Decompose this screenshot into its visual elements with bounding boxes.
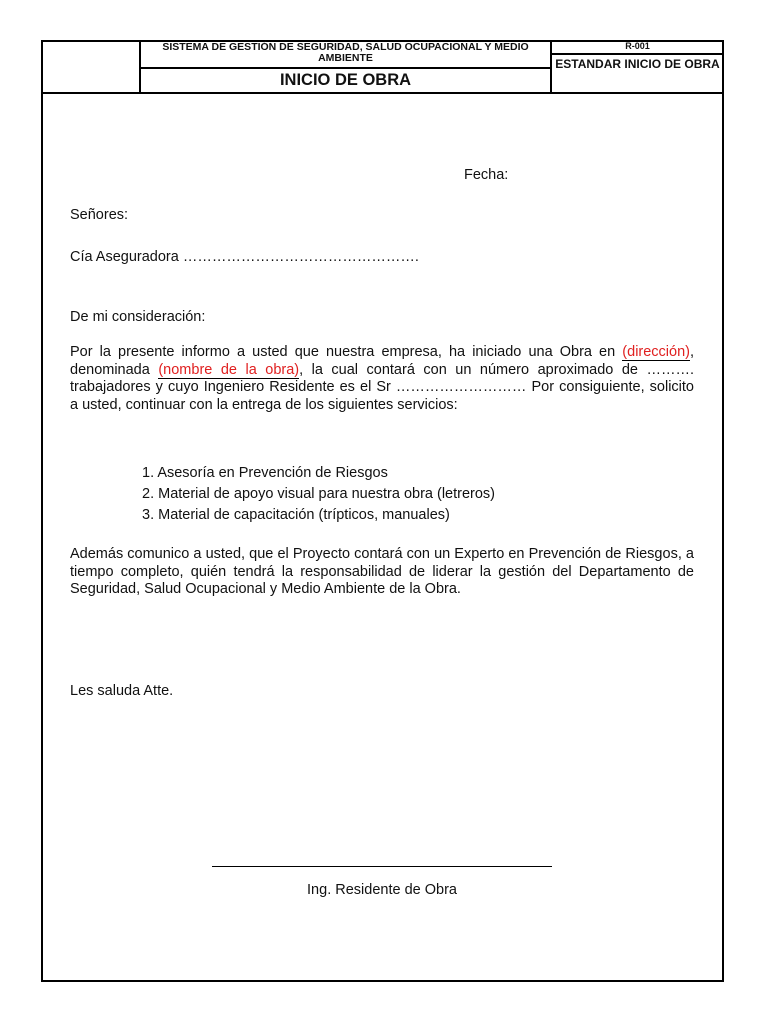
salutation: Señores:	[70, 207, 129, 223]
system-title: SISTEMA DE GESTIÓN DE SEGURIDAD, SALUD OCUPACIONAL Y MEDIO AMBIENTE	[162, 41, 529, 64]
signature-label: Ing. Residente de Obra	[307, 882, 457, 898]
para1-part2: , denominada	[70, 344, 695, 378]
placeholder-direccion: (dirección)	[622, 344, 690, 360]
service-item-1: 1. Asesoría en Prevención de Riesgos	[142, 465, 388, 481]
standard-label: ESTANDAR INICIO DE OBRA	[555, 57, 720, 71]
closing: Les saluda Atte.	[70, 683, 174, 699]
document-code: R-001	[625, 41, 650, 51]
signature-line	[212, 866, 552, 867]
placeholder-nombre-obra: (nombre de la obra)	[158, 361, 300, 378]
recipient: Cía Aseguradora ………………………………………….	[70, 249, 419, 265]
paragraph-expert: Además comunico a usted, que el Proyecto contará con un Experto en Prevención de Riesgos, a tiempo completo, quién tendrá la responsabilidad de liderar la gestión del Departamento de Seguridad, Salud Ocupacional y Medio Ambiente de la Obra.	[70, 546, 694, 597]
date-label: Fecha:	[464, 167, 509, 183]
document-title: INICIO DE OBRA	[279, 71, 412, 89]
service-item-2: 2. Material de apoyo visual para nuestra obra (letreros)	[142, 486, 496, 502]
paragraph-intro	[70, 344, 694, 414]
para1-part3: , la cual contará con un número aproximado de ………. trabajadores y cuyo Ingeniero Residente es el Sr ……………………… Por consiguiente, solicito a usted, continuar con la entrega de los siguientes servicios:	[70, 361, 694, 413]
greeting: De mi consideración:	[70, 309, 206, 325]
para1-part1: Por la presente informo a usted que nuestra empresa, ha iniciado una Obra en	[70, 344, 616, 360]
service-item-3: 3. Material de capacitación (trípticos, manuales)	[142, 507, 450, 523]
